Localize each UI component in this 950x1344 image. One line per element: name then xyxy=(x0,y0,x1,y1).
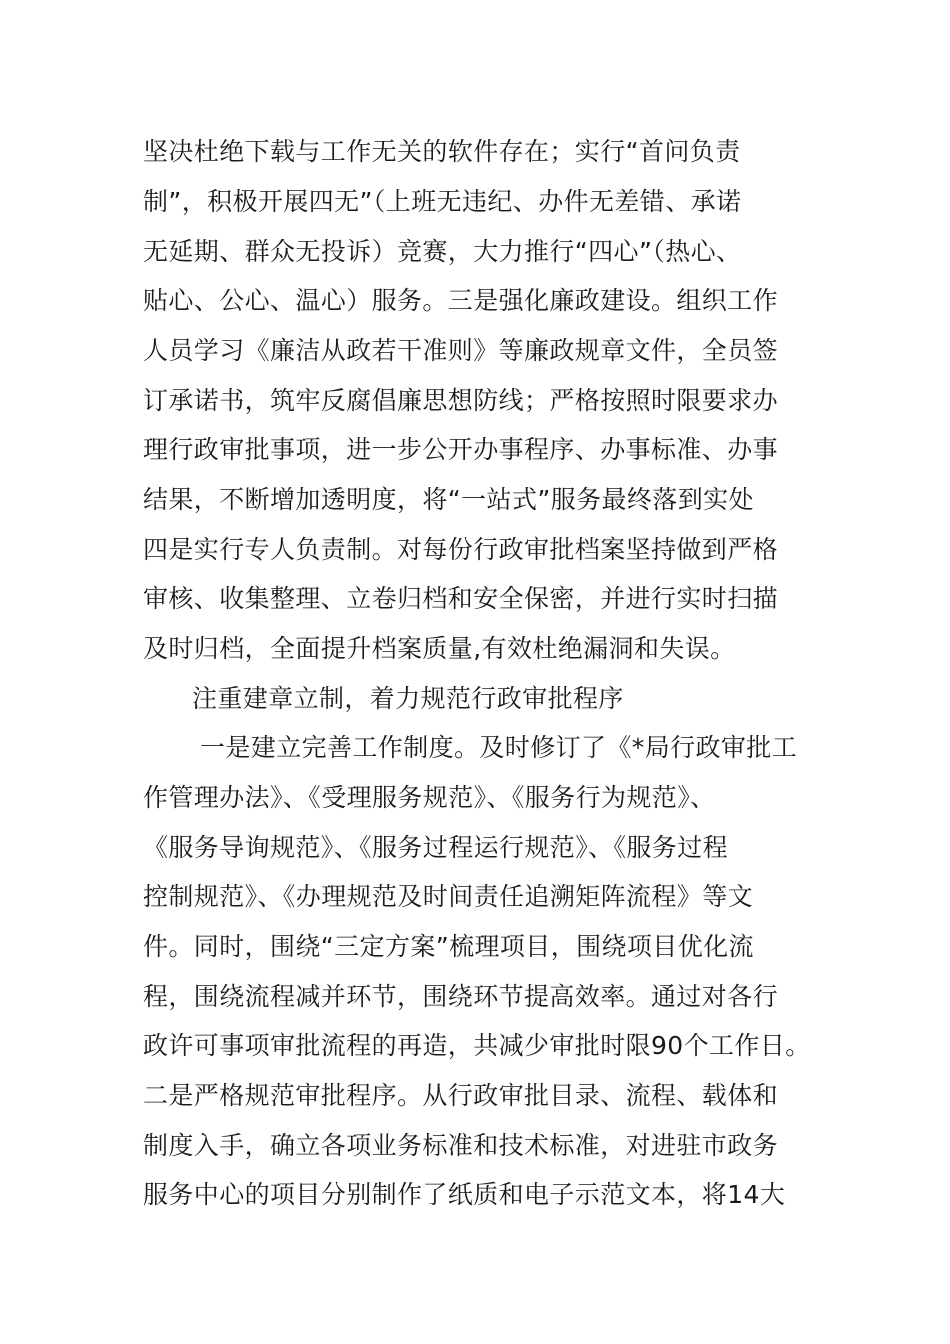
text-line: 审核、收集整理、立卷归档和安全保密，并进行实时扫描 xyxy=(143,584,779,613)
text-line: 一是建立完善工作制度。及时修订了《*局行政审批工 xyxy=(200,733,798,762)
text-line: 结果，不断增加透明度，将“一站式”服务最终落到实处 xyxy=(143,485,754,514)
text-line: 无延期、群众无投诉）竞赛，大力推行“四心”（热心、 xyxy=(143,237,742,266)
text-line: 坚决杜绝下载与工作无关的软件存在；实行“首问负责 xyxy=(143,137,741,166)
text-line: 服务中心的项目分别制作了纸质和电子示范文本，将14大 xyxy=(143,1180,786,1209)
text-line: 《服务导询规范》、《服务过程运行规范》、《服务过程 xyxy=(143,833,729,862)
text-line: 制度入手，确立各项业务标准和技术标准，对进驻市政务 xyxy=(143,1131,779,1160)
text-line: 四是实行专人负责制。对每份行政审批档案坚持做到严格 xyxy=(143,535,779,564)
text-line: 政许可事项审批流程的再造，共减少审批时限90个工作日。 xyxy=(143,1031,811,1060)
text-line: 二是严格规范审批程序。从行政审批目录、流程、载体和 xyxy=(143,1081,779,1110)
text-line: 制”，积极开展四无”（上班无违纪、办件无差错、承诺 xyxy=(143,187,742,216)
text-line: 件。同时，围绕“三定方案”梳理项目，围绕项目优化流 xyxy=(143,932,754,961)
text-line: 作管理办法》、《受理服务规范》、《服务行为规范》、 xyxy=(143,783,716,812)
text-line: 订承诺书，筑牢反腐倡廉思想防线；严格按照时限要求办 xyxy=(143,386,779,415)
text-line: 及时归档，全面提升档案质量,有效杜绝漏洞和失误。 xyxy=(143,634,736,663)
text-line: 理行政审批事项，进一步公开办事程序、办事标准、办事 xyxy=(143,435,779,464)
text-line: 控制规范》、《办理规范及时间责任追溯矩阵流程》等文 xyxy=(143,882,754,911)
text-line: 贴心、公心、温心）服务。三是强化廉政建设。组织工作 xyxy=(143,286,779,315)
text-line: 程，围绕流程减并环节，围绕环节提高效率。通过对各行 xyxy=(143,982,779,1011)
section-heading: 注重建章立制，着力规范行政审批程序 xyxy=(192,684,624,713)
text-line: 人员学习《廉洁从政若干准则》等廉政规章文件，全员签 xyxy=(143,336,779,365)
